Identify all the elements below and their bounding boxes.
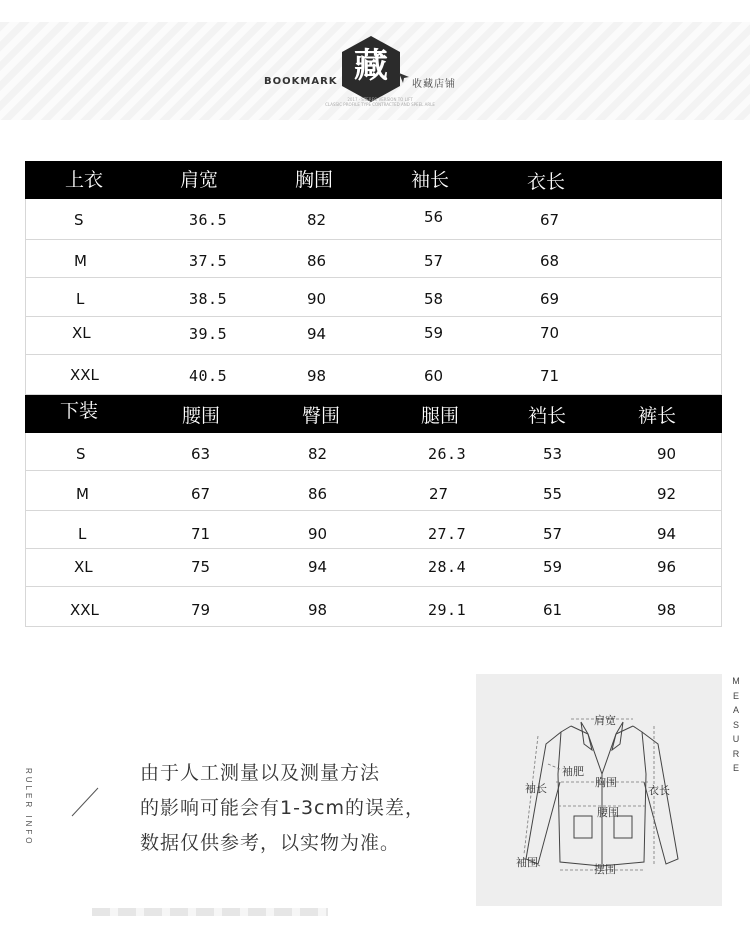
label-hem: 摆围	[594, 863, 616, 876]
top-table-header	[25, 161, 722, 199]
table-row	[25, 471, 722, 511]
label-sleeve-length: 袖长	[525, 782, 547, 795]
size-cell: XXL	[70, 601, 99, 619]
table-cell: 98	[657, 601, 677, 619]
header-cell: 臀围	[302, 405, 341, 427]
top-size-table	[25, 161, 722, 395]
table-cell: 92	[657, 485, 677, 503]
size-cell: XXL	[70, 366, 99, 384]
label-chest: 胸围	[595, 776, 617, 789]
size-cell: XL	[74, 558, 93, 576]
table-cell: 53	[543, 445, 563, 463]
measure-text: MEASURE	[732, 676, 740, 773]
table-cell: 27	[429, 485, 449, 503]
table-cell: 39.5	[189, 325, 228, 343]
table-cell: 37.5	[189, 252, 228, 270]
table-cell: 90	[308, 525, 328, 543]
table-cell: 27.7	[428, 525, 467, 543]
table-row	[25, 587, 722, 627]
note-line-3: 数据仅供参考，以实物为准。	[140, 832, 401, 854]
table-cell: 59	[424, 324, 444, 342]
header-cell: 裤长	[638, 405, 677, 427]
table-row	[25, 317, 722, 355]
table-cell: 94	[307, 325, 327, 343]
table-cell: 82	[308, 445, 328, 463]
header-cell: 下装	[60, 400, 99, 422]
table-cell: 71	[540, 367, 560, 385]
size-cell: XL	[72, 324, 91, 342]
table-cell: 40.5	[189, 367, 228, 385]
table-cell: 55	[543, 485, 563, 503]
table-cell: 57	[424, 252, 444, 270]
measure-vertical-label	[731, 674, 741, 776]
table-cell: 26.3	[428, 445, 467, 463]
cursor-arrow-icon	[398, 72, 410, 84]
table-cell: 98	[307, 367, 327, 385]
table-cell: 67	[540, 211, 560, 229]
header-cell: 上衣	[65, 169, 104, 191]
label-bicep: 袖肥	[562, 765, 584, 778]
table-cell: 94	[657, 525, 677, 543]
table-cell: 59	[543, 558, 563, 576]
table-cell: 29.1	[428, 601, 467, 619]
note-line-2: 的影响可能会有1-3cm的误差，	[140, 797, 425, 819]
table-cell: 75	[191, 558, 211, 576]
tagline: 2017 · STEREO VERSION TO LIFT CLASSIC PROFILE TYPE CONTRACTED AND SPEEL ARLE	[325, 97, 435, 107]
header-cell: 肩宽	[180, 169, 219, 191]
table-cell: 68	[540, 252, 560, 270]
table-cell: 61	[543, 601, 563, 619]
table-cell: 69	[540, 290, 560, 308]
jacket-measure-diagram	[476, 674, 722, 906]
table-cell: 94	[308, 558, 328, 576]
table-cell: 96	[657, 558, 677, 576]
note-line-1: 由于人工测量以及测量方法	[140, 762, 381, 784]
table-row	[25, 433, 722, 471]
slash-divider-icon	[70, 786, 100, 818]
table-cell: 71	[191, 525, 211, 543]
header-cell: 胸围	[295, 169, 334, 191]
size-cell: S	[76, 445, 86, 463]
table-cell: 86	[307, 252, 327, 270]
store-favorite-label[interactable]: 收藏店铺	[412, 79, 456, 90]
size-cell: M	[76, 485, 89, 503]
bookmark-label: BOOKMARK	[264, 76, 338, 87]
table-row	[25, 278, 722, 317]
table-cell: 82	[307, 211, 327, 229]
table-cell: 63	[191, 445, 211, 463]
table-row	[25, 549, 722, 587]
table-cell: 67	[191, 485, 211, 503]
table-cell: 38.5	[189, 290, 228, 308]
size-cell: S	[74, 211, 84, 229]
table-cell: 57	[543, 525, 563, 543]
table-cell: 58	[424, 290, 444, 308]
header-cell: 腰围	[182, 405, 221, 427]
size-cell: L	[76, 290, 85, 308]
header-cell: 腿围	[421, 405, 460, 427]
label-cuff: 袖围	[516, 856, 538, 869]
badge-text: 藏	[354, 46, 388, 86]
table-cell: 79	[191, 601, 211, 619]
table-cell: 86	[308, 485, 328, 503]
table-row	[25, 355, 722, 395]
size-cell: M	[74, 252, 87, 270]
measurement-note	[140, 756, 425, 861]
header-cell: 衣长	[527, 171, 566, 193]
size-cell: L	[78, 525, 87, 543]
bottom-size-table	[25, 395, 722, 627]
ruler-info-label: RULER INFO	[24, 768, 33, 847]
table-cell: 90	[657, 445, 677, 463]
table-cell: 56	[424, 208, 444, 226]
table-cell: 28.4	[428, 558, 467, 576]
table-cell: 98	[308, 601, 328, 619]
table-row	[25, 199, 722, 240]
label-shoulder: 肩宽	[594, 714, 616, 727]
label-body-length: 衣长	[648, 784, 670, 797]
header-cell: 裆长	[528, 405, 567, 427]
header-cell: 袖长	[411, 169, 450, 191]
label-waist: 腰围	[597, 806, 619, 819]
table-row	[25, 511, 722, 549]
bottom-table-header	[25, 395, 722, 433]
table-cell: 90	[307, 290, 327, 308]
table-cell: 70	[540, 324, 560, 342]
table-row	[25, 240, 722, 278]
table-cell: 60	[424, 367, 444, 385]
blurred-footer-text	[92, 908, 328, 916]
table-cell: 36.5	[189, 211, 228, 229]
